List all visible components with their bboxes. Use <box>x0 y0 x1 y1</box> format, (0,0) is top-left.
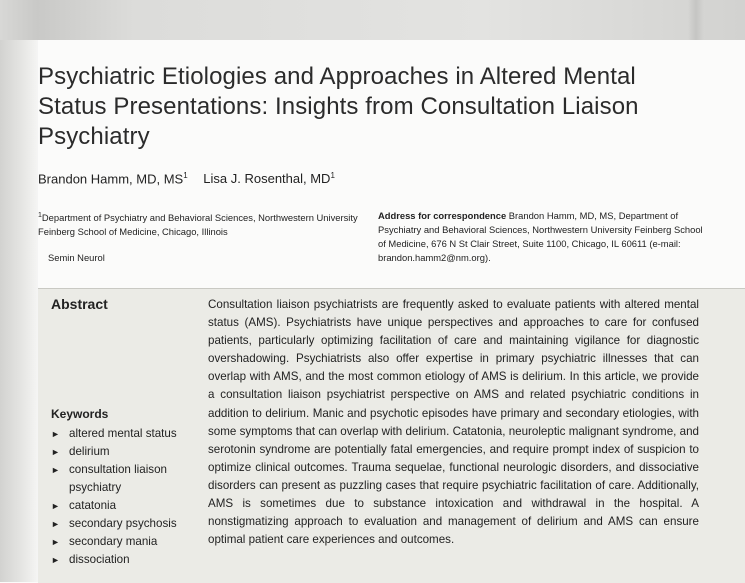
abstract-heading: Abstract <box>51 296 108 312</box>
author-name: Brandon Hamm, MD, MS <box>38 171 184 187</box>
keyword-item <box>51 551 206 569</box>
affiliation <box>38 209 358 239</box>
article-title: Psychiatric Etiologies and Approaches in Altered Mental Status Presentations: Insights from Consultation Liaison Psychiatry <box>38 63 639 150</box>
bullet-arrow-icon: ► <box>51 537 60 547</box>
correspondence <box>378 209 708 265</box>
top-margin-band <box>0 0 745 40</box>
keyword-item <box>51 497 206 515</box>
journal-name: Semin Neurol <box>48 252 105 263</box>
keyword-text: delirium <box>69 445 110 458</box>
author-name: Lisa J. Rosenthal, MD <box>203 171 331 187</box>
abstract-text: Consultation liaison psychiatrists are frequently asked to evaluate patients with altered mental status (AMS). Psychiatrists have unique perspectives and approaches to care for confused patients, particularly optimizing facilitation of care and maintaining vigilance for diagnostic overshadowing. Psychiatrists also offer expertise in primary psychiatric illnesses that can overlap with AMS, and the most common etiology of AMS is delirium. In this article, we provide a consultation liaison psychiatrist perspective on AMS and related psychiatric conditions in addition to delirium. Manic and psychotic episodes have primary and secondary etiologies, with some symptoms that can overlap with delirium. Catatonia, neuroleptic malignant syndrome, and serotonin syndrome are potentially fatal emergencies, and require prompt index of suspicion to optimize clinical outcomes. Trauma sequelae, functional neurologic disorders, and dissociative disorders can present as puzzling cases that require psychiatric facilitation of care. Additionally, AMS is sometimes due to substance intoxication and withdrawal in the hospital. A nonstigmatizing approach to evaluation and management of delirium and AMS can ensure optimal patient care experiences and outcomes. <box>208 298 699 547</box>
bullet-arrow-icon: ► <box>51 429 60 439</box>
bullet-arrow-icon: ► <box>51 555 60 565</box>
keyword-item <box>51 443 206 461</box>
page-edge-shadow <box>0 0 38 582</box>
author-affiliation-marker: 1 <box>183 171 188 180</box>
keyword-item <box>51 533 206 551</box>
keyword-text: catatonia <box>69 499 117 512</box>
bullet-arrow-icon: ► <box>51 519 60 529</box>
author-affiliation-marker: 1 <box>330 171 335 180</box>
bullet-arrow-icon: ► <box>51 501 60 511</box>
keyword-text: dissociation <box>69 553 130 566</box>
correspondence-label: Address for correspondence <box>378 210 507 221</box>
affiliation-text: Department of Psychiatry and Behavioral Sciences, Northwestern University Feinberg School of Medicine, Chicago, Illinois <box>38 212 358 238</box>
keywords-heading: Keywords <box>51 407 109 421</box>
author-list <box>38 171 335 186</box>
keyword-text: secondary psychosis <box>69 517 177 530</box>
bullet-arrow-icon: ► <box>51 465 60 475</box>
keyword-item <box>51 425 206 443</box>
keyword-item <box>51 515 206 533</box>
keyword-text: secondary mania <box>69 535 158 548</box>
correspondence-text: Brandon Hamm, MD, MS, Department of Psychiatry and Behavioral Sciences, Northwestern University Feinberg School of Medicine, 676 N St Clair Street, Suite 1100, Chicago, IL 60611 (e-mail: brandon.hamm2@nm.org). <box>378 210 703 263</box>
keyword-item <box>51 461 206 497</box>
affiliation-marker: 1 <box>38 212 42 219</box>
keywords-list <box>51 425 206 569</box>
keyword-text: consultation liaison psychiatry <box>69 463 167 494</box>
keyword-text: altered mental status <box>69 427 177 440</box>
bullet-arrow-icon: ► <box>51 447 60 457</box>
